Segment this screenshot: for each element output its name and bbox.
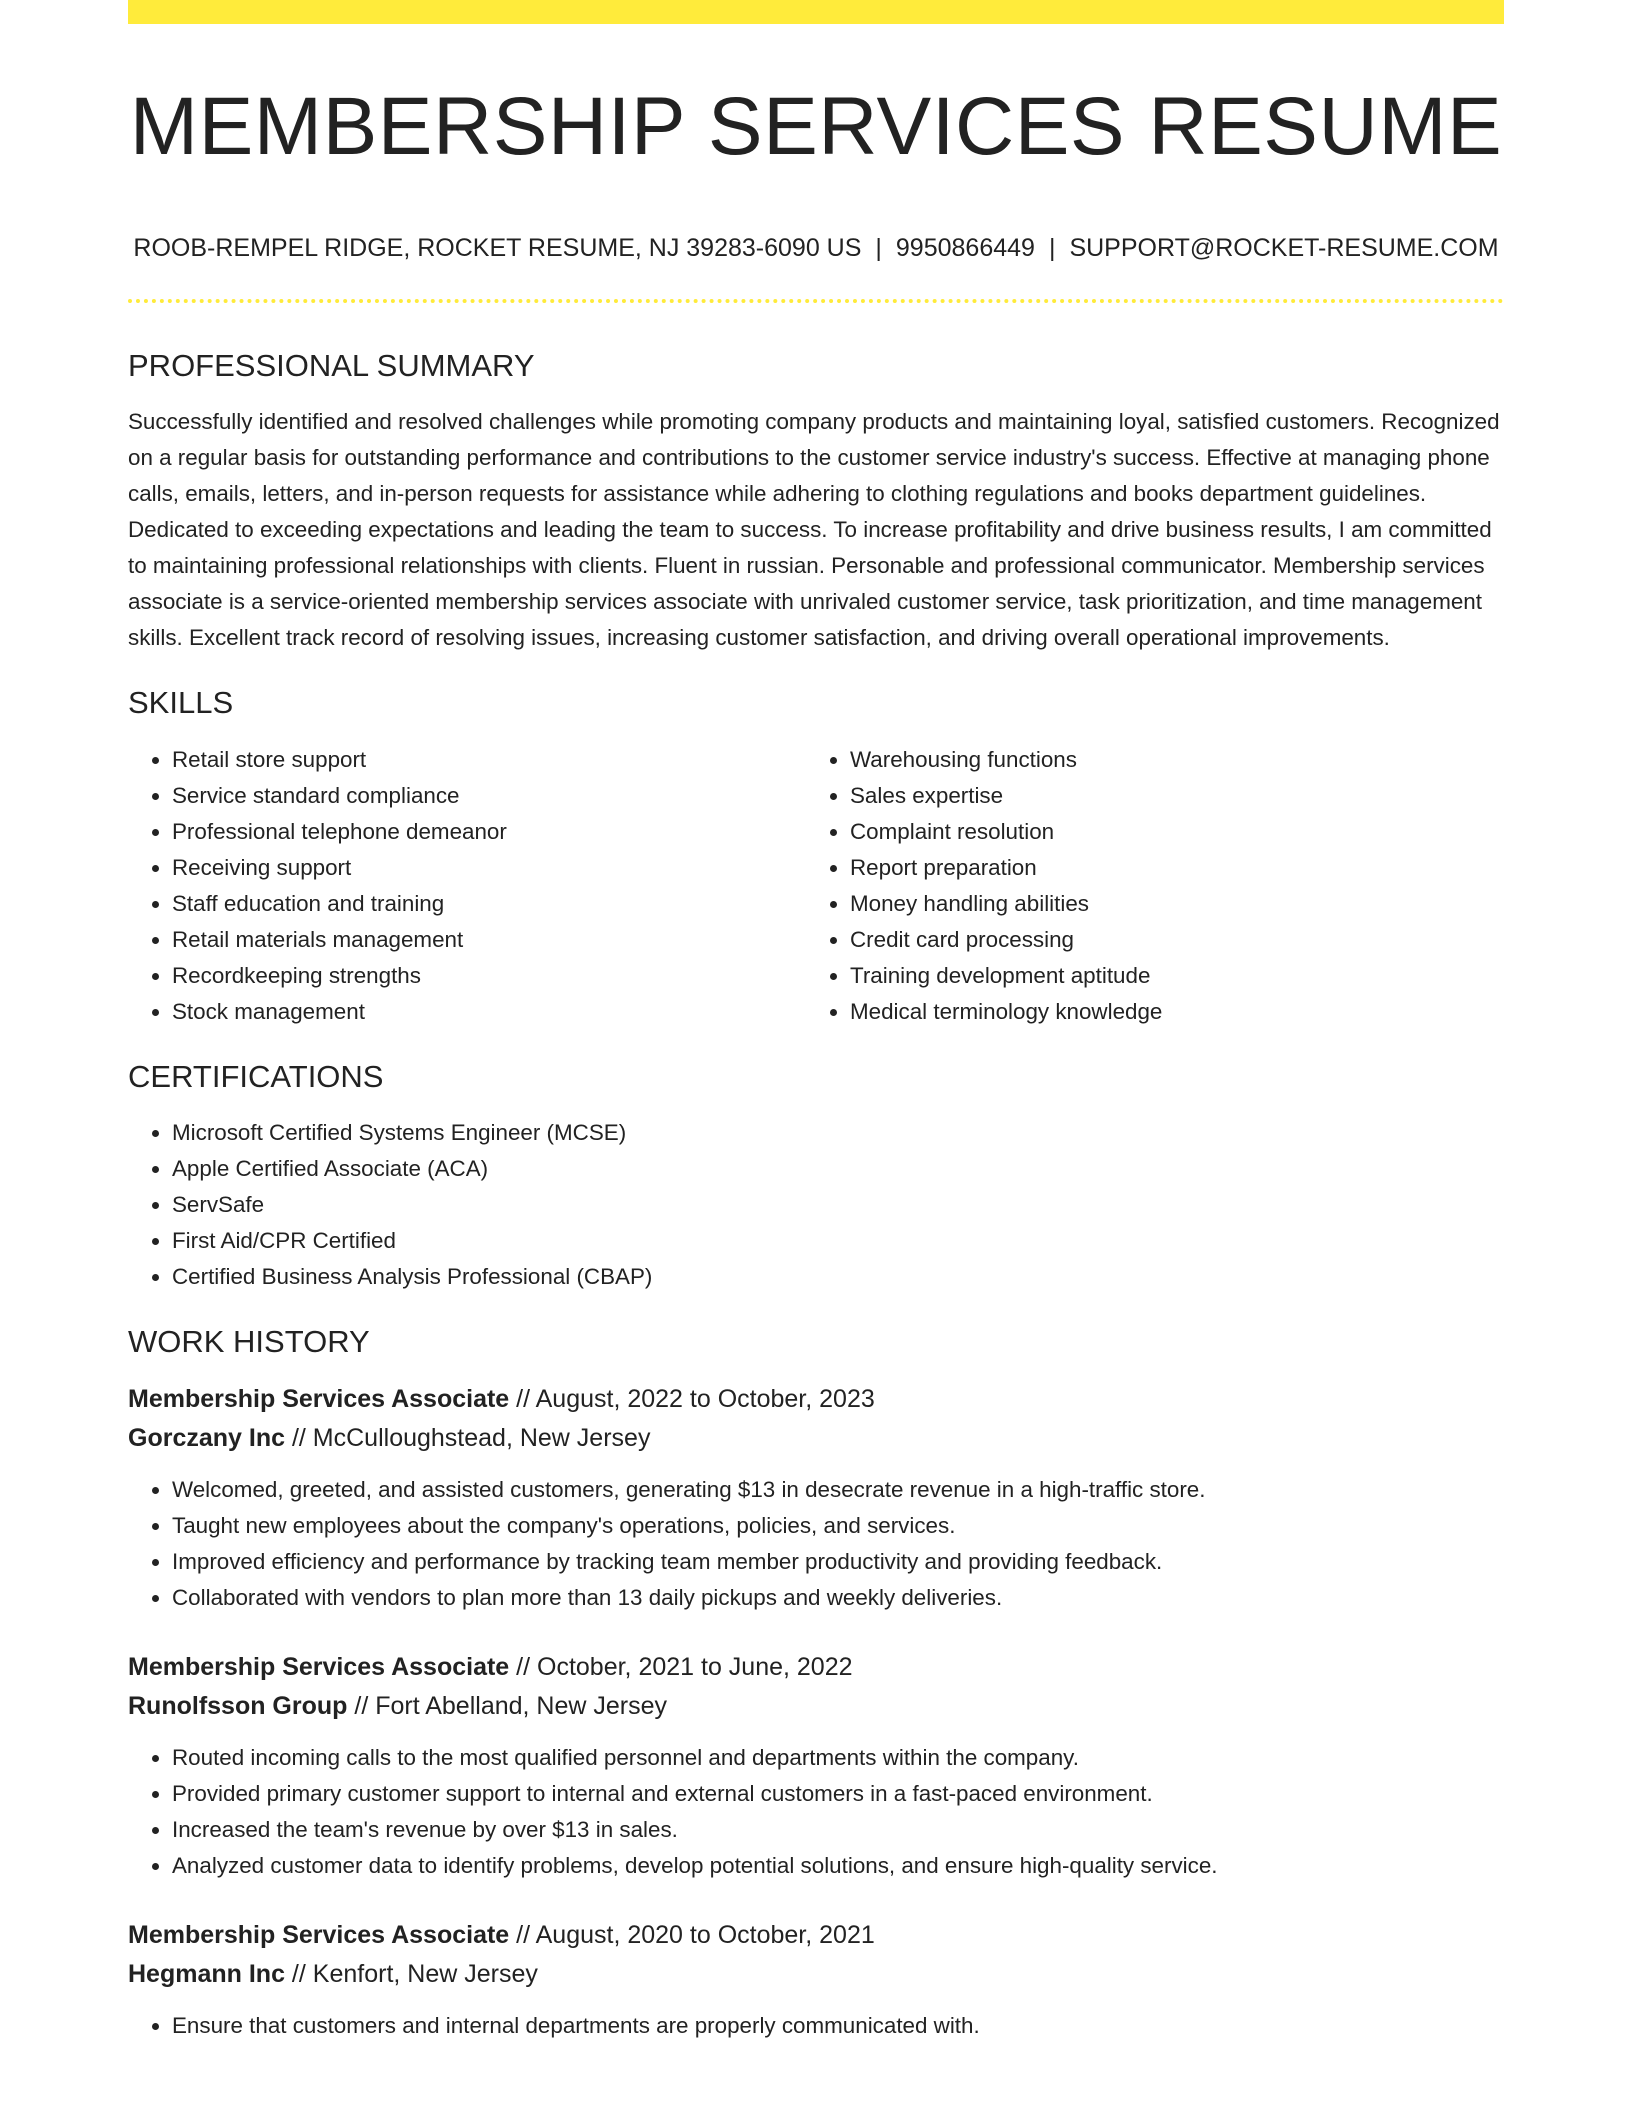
certifications-section xyxy=(128,1058,1504,1295)
job-title-line: Membership Services Associate // August, 2020 to October, 2021 xyxy=(128,1921,875,1950)
skill-item: • Retail store support xyxy=(172,742,806,778)
skills-section xyxy=(128,684,1504,1029)
certification-item: • First Aid/CPR Certified xyxy=(172,1223,1504,1259)
certification-item: • ServSafe xyxy=(172,1187,1504,1223)
work-history-heading: WORK HISTORY xyxy=(128,1323,370,1359)
job-company-line: Runolfsson Group // Fort Abelland, New Jersey xyxy=(128,1692,668,1721)
skill-item: • Credit card processing xyxy=(850,922,1484,958)
skill-item: • Stock management xyxy=(172,994,806,1030)
job-dates: August, 2022 to October, 2023 xyxy=(535,1385,875,1414)
skill-item: • Sales expertise xyxy=(850,778,1484,814)
contact-email[interactable]: SUPPORT@ROCKET-RESUME.COM xyxy=(1069,234,1499,263)
job-bullet: • Analyzed customer data to identify problems, develop potential solutions, and ensure high-quality service. xyxy=(172,1848,1504,1884)
job-entry xyxy=(128,1380,1504,1616)
job-entry xyxy=(128,1648,1504,1884)
job-bullet: • Taught new employees about the company's operations, policies, and services. xyxy=(172,1508,1504,1544)
resume-title: MEMBERSHIP SERVICES RESUME xyxy=(129,81,1503,172)
job-bullet: • Collaborated with vendors to plan more than 13 daily pickups and weekly deliveries. xyxy=(172,1580,1504,1616)
skill-item: • Money handling abilities xyxy=(850,886,1484,922)
summary-text: Successfully identified and resolved challenges while promoting company products and maintaining loyal, satisfied customers. Recognized on a regular basis for outstanding performance and contributions to the customer service industry's success. Effective at managing phone calls, emails, letters, and in-person requests for assistance while adhering to clothing regulations and books department guidelines. Dedicated to exceeding expectations and leading the team to success. To increase profitability and drive business results, I am committed to maintaining professional relationships with clients. Fluent in russian. Personable and professional communicator. Membership services associate is a service-oriented membership services associate with unrivaled customer service, task prioritization, and time management skills. Excellent track record of resolving issues, increasing customer satisfaction, and driving overall operational improvements. xyxy=(128,409,1500,651)
job-bullet: • Improved efficiency and performance by tracking team member productivity and providing feedback. xyxy=(172,1544,1504,1580)
job-company-line: Hegmann Inc // Kenfort, New Jersey xyxy=(128,1960,538,1989)
skill-item: • Service standard compliance xyxy=(172,778,806,814)
certifications-heading: CERTIFICATIONS xyxy=(128,1058,384,1094)
skill-item: • Medical terminology knowledge xyxy=(850,994,1484,1030)
job-company-line: Gorczany Inc // McCulloughstead, New Jersey xyxy=(128,1424,651,1453)
job-location: McCulloughstead, New Jersey xyxy=(312,1424,651,1453)
contact-address: ROOB-REMPEL RIDGE, ROCKET RESUME, NJ 39283-6090 US xyxy=(133,234,862,263)
job-location: Fort Abelland, New Jersey xyxy=(375,1692,668,1721)
job-bullet: • Routed incoming calls to the most qualified personnel and departments within the company. xyxy=(172,1740,1504,1776)
job-bullet: • Welcomed, greeted, and assisted customers, generating $13 in desecrate revenue in a high-traffic store. xyxy=(172,1472,1504,1508)
skill-item: • Recordkeeping strengths xyxy=(172,958,806,994)
contact-phone: 9950866449 xyxy=(895,234,1035,263)
contact-separator: | xyxy=(1048,234,1056,263)
job-dates: August, 2020 to October, 2021 xyxy=(535,1921,875,1950)
dotted-divider xyxy=(128,299,1504,303)
job-bullet: • Increased the team's revenue by over $13 in sales. xyxy=(172,1812,1504,1848)
skills-grid xyxy=(128,742,1504,1030)
job-company: Hegmann Inc xyxy=(128,1960,285,1989)
skills-column-left xyxy=(128,742,806,1030)
job-company: Runolfsson Group xyxy=(128,1692,348,1721)
contact-separator: | xyxy=(875,234,882,263)
summary-heading: PROFESSIONAL SUMMARY xyxy=(128,348,535,384)
skill-item: • Retail materials management xyxy=(172,922,806,958)
skill-item: • Report preparation xyxy=(850,850,1484,886)
work-history-section xyxy=(128,1323,1504,2044)
skill-item: • Professional telephone demeanor xyxy=(172,814,806,850)
job-title: Membership Services Associate xyxy=(128,1385,510,1414)
job-title-line: Membership Services Associate // October, 2021 to June, 2022 xyxy=(128,1653,853,1682)
job-company: Gorczany Inc xyxy=(128,1424,285,1453)
accent-bar xyxy=(128,0,1504,24)
skill-item: • Complaint resolution xyxy=(850,814,1484,850)
skill-item: • Receiving support xyxy=(172,850,806,886)
certification-item: • Certified Business Analysis Professional (CBAP) xyxy=(172,1259,1504,1295)
skill-item: • Training development aptitude xyxy=(850,958,1484,994)
job-title: Membership Services Associate xyxy=(128,1653,510,1682)
skill-item: • Warehousing functions xyxy=(850,742,1484,778)
skills-heading: SKILLS xyxy=(128,685,234,721)
skills-column-right xyxy=(806,742,1484,1030)
skill-item: • Staff education and training xyxy=(172,886,806,922)
certification-item: • Microsoft Certified Systems Engineer (MCSE) xyxy=(172,1115,1504,1151)
job-bullet: • Ensure that customers and internal departments are properly communicated with. xyxy=(172,2008,1504,2044)
certification-item: • Apple Certified Associate (ACA) xyxy=(172,1151,1504,1187)
job-title: Membership Services Associate xyxy=(128,1921,510,1950)
job-title-line: Membership Services Associate // August, 2022 to October, 2023 xyxy=(128,1385,875,1414)
job-location: Kenfort, New Jersey xyxy=(312,1960,538,1989)
job-entry xyxy=(128,1916,1504,2044)
resume-page xyxy=(128,0,1504,2044)
job-dates: October, 2021 to June, 2022 xyxy=(537,1653,853,1682)
job-bullet: • Provided primary customer support to internal and external customers in a fast-paced environment. xyxy=(172,1776,1504,1812)
contact-line xyxy=(128,234,1504,263)
